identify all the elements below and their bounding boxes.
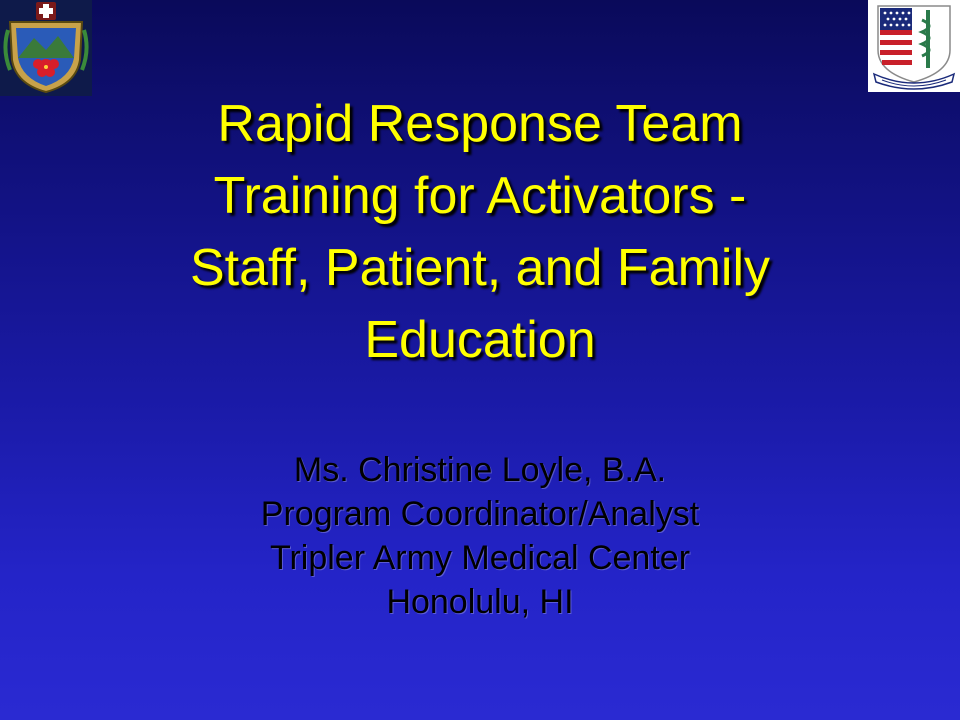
presenter-organization: Tripler Army Medical Center [269,539,691,577]
tripler-unit-crest-icon [0,0,92,96]
army-medical-department-regimental-crest-icon [868,0,960,92]
presenter-name: Ms. Christine Loyle, B.A. [293,451,667,489]
title-line: Training for Activators - [213,167,747,225]
title-line: Staff, Patient, and Family [190,239,770,297]
slide-subtitle [60,448,900,624]
slide-title [60,88,900,376]
presenter-role: Program Coordinator/Analyst [260,495,700,533]
presenter-location: Honolulu, HI [386,583,574,621]
title-line: Rapid Response Team [217,95,743,153]
title-line: Education [364,311,596,369]
